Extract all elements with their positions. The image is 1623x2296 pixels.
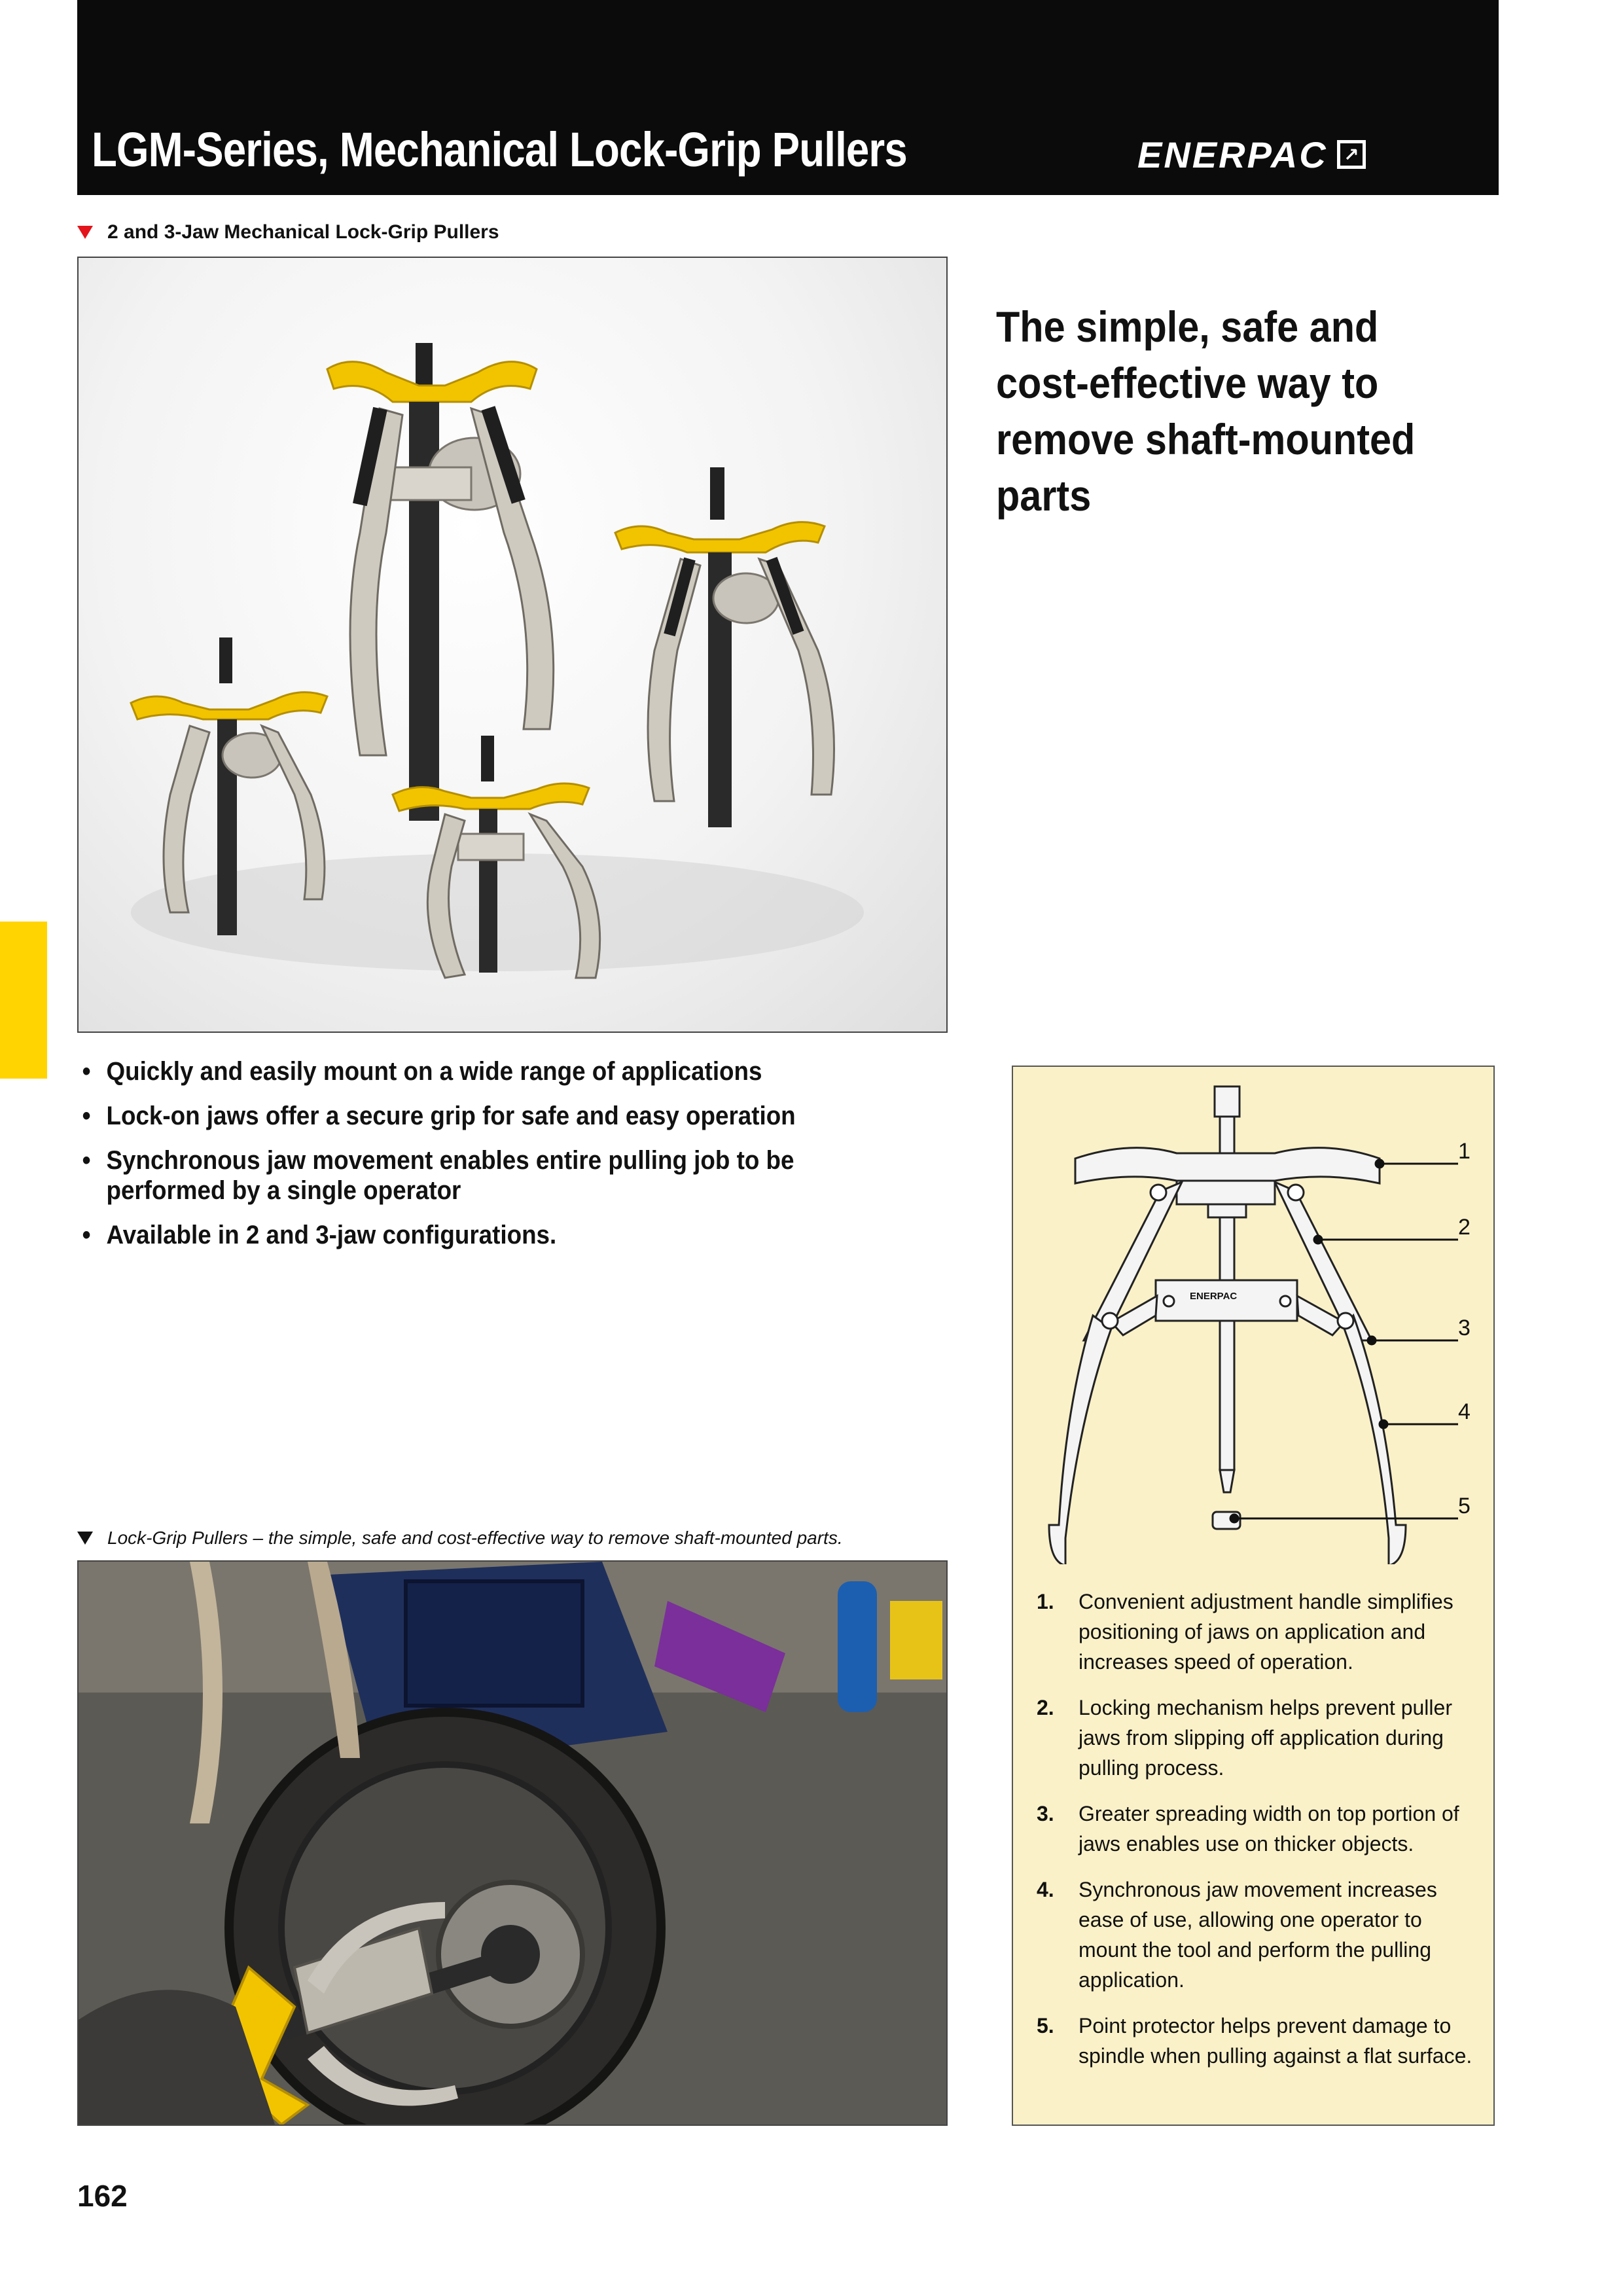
feature-list bbox=[1037, 1587, 1482, 2087]
feature-item bbox=[1037, 1799, 1482, 1859]
section-label bbox=[77, 221, 499, 243]
page-number: 162 bbox=[77, 2179, 128, 2213]
bullet-item: • Quickly and easily mount on a wide range of applications bbox=[80, 1056, 899, 1086]
brand-mark-icon: ↗ bbox=[1337, 140, 1366, 169]
photo-caption bbox=[77, 1528, 843, 1549]
feature-number: 4. bbox=[1037, 1878, 1054, 1901]
brand-name: ENERPAC bbox=[1137, 134, 1328, 175]
feature-text: Point protector helps prevent damage to spindle when pulling against a flat surface. bbox=[1079, 2014, 1472, 2068]
feature-number: 3. bbox=[1037, 1802, 1054, 1825]
callout-5: 5 bbox=[1458, 1494, 1471, 1518]
triangle-marker-icon bbox=[77, 1532, 93, 1545]
feature-text: Synchronous jaw movement increases ease of use, allowing one operator to mount the tool and perform the pulling application. bbox=[1079, 1878, 1437, 1992]
feature-text: Locking mechanism helps prevent puller jaws from slipping off application during pulling process. bbox=[1079, 1696, 1452, 1780]
product-photo bbox=[77, 257, 948, 1033]
large-3-jaw-puller bbox=[327, 343, 554, 821]
callout-1: 1 bbox=[1458, 1139, 1471, 1164]
pullers-illustration bbox=[79, 258, 946, 1031]
application-illustration bbox=[79, 1562, 946, 2125]
page-header bbox=[77, 0, 1499, 195]
bullet-item: • Available in 2 and 3-jaw configurations. bbox=[80, 1220, 899, 1250]
callout-2: 2 bbox=[1458, 1215, 1471, 1240]
feature-bullets bbox=[80, 1056, 970, 1265]
feature-text: Greater spreading width on top portion of jaws enables use on thicker objects. bbox=[1079, 1802, 1459, 1856]
feature-item bbox=[1037, 1587, 1482, 1677]
headline: The simple, safe and cost-effective way to remove shaft-mounted parts bbox=[996, 302, 1416, 520]
application-photo bbox=[77, 1560, 948, 2126]
puller-diagram bbox=[1013, 1067, 1493, 1564]
feature-number: 1. bbox=[1037, 1590, 1054, 1613]
feature-text: Convenient adjustment handle simplifies positioning of jaws on application and increases speed of operation. bbox=[1079, 1590, 1454, 1674]
triangle-marker-icon bbox=[77, 226, 93, 239]
feature-diagram-panel bbox=[1012, 1066, 1495, 2126]
callout-4: 4 bbox=[1458, 1399, 1471, 1424]
feature-item bbox=[1037, 1693, 1482, 1783]
section-tab bbox=[0, 922, 47, 1079]
feature-number: 5. bbox=[1037, 2014, 1054, 2037]
bullet-item: • Lock-on jaws offer a secure grip for safe and easy operation bbox=[80, 1101, 899, 1131]
feature-number: 2. bbox=[1037, 1696, 1054, 1719]
diagram-brand-label: ENERPAC bbox=[1190, 1291, 1238, 1302]
bullet-item: • Synchronous jaw movement enables entire pulling job to be performed by a single operator bbox=[80, 1145, 899, 1206]
feature-item bbox=[1037, 2011, 1482, 2071]
feature-item bbox=[1037, 1874, 1482, 1995]
section-label-text: 2 and 3-Jaw Mechanical Lock-Grip Pullers bbox=[107, 221, 499, 243]
page-title: LGM-Series, Mechanical Lock-Grip Pullers bbox=[92, 122, 907, 177]
callout-3: 3 bbox=[1458, 1316, 1471, 1340]
medium-3-jaw-puller bbox=[615, 467, 834, 827]
caption-text: Lock-Grip Pullers – the simple, safe and cost-effective way to remove shaft-mounted parts. bbox=[107, 1528, 843, 1548]
enerpac-logo bbox=[1137, 135, 1366, 174]
